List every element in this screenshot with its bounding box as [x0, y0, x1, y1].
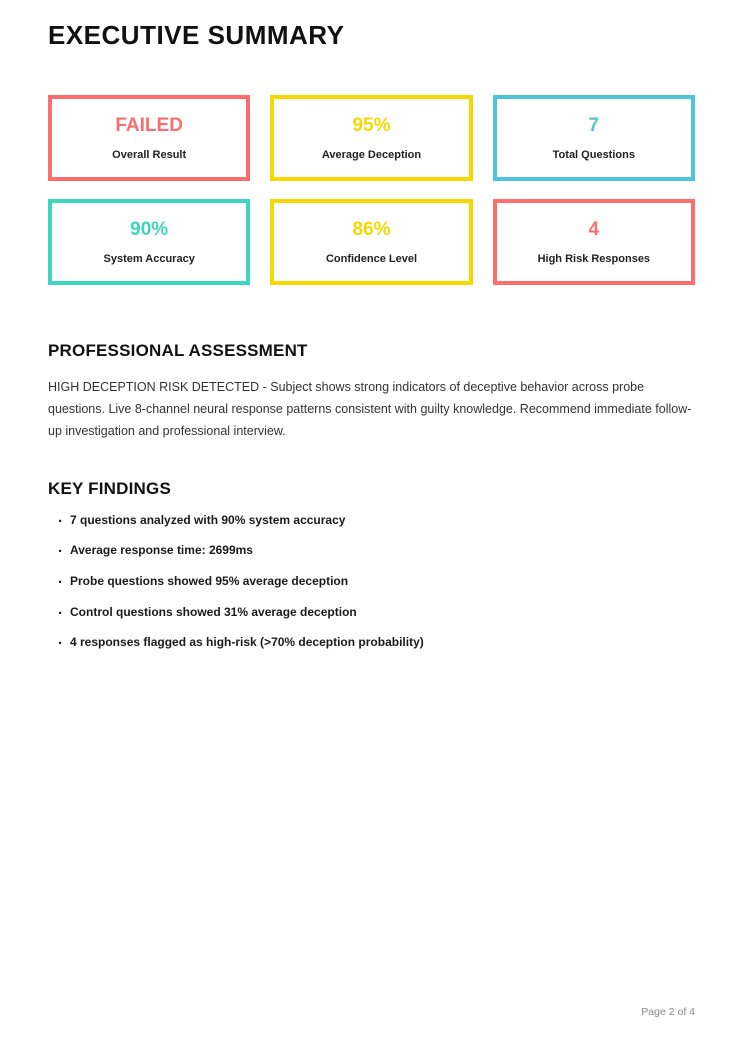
metric-label: Overall Result: [112, 148, 187, 161]
metric-label: System Accuracy: [103, 252, 195, 265]
metric-value: FAILED: [115, 114, 183, 136]
metric-label: Total Questions: [552, 148, 635, 161]
metric-card-total-questions: [493, 95, 695, 181]
list-item: · Average response time: 2699ms: [48, 543, 695, 559]
metric-card-high-risk-responses: [493, 199, 695, 285]
findings-list: [48, 513, 695, 651]
metric-card-system-accuracy: [48, 199, 250, 285]
metric-value: 90%: [130, 218, 169, 240]
page-footer: Page 2 of 4: [641, 1006, 695, 1018]
list-item: · 4 responses flagged as high-risk (>70% deception probability): [48, 635, 695, 651]
assessment-heading: PROFESSIONAL ASSESSMENT: [48, 341, 308, 361]
list-item: · Control questions showed 31% average deception: [48, 605, 695, 621]
list-item: · 7 questions analyzed with 90% system accuracy: [48, 513, 695, 529]
list-item: · Probe questions showed 95% average deception: [48, 574, 695, 590]
metric-card-overall-result: [48, 95, 250, 181]
metric-label: High Risk Responses: [537, 252, 651, 265]
professional-assessment-section: [48, 341, 695, 443]
metric-card-confidence-level: [270, 199, 472, 285]
metric-value: 4: [588, 218, 600, 240]
findings-heading: KEY FINDINGS: [48, 478, 171, 498]
metric-label: Average Deception: [321, 148, 422, 161]
metric-card-grid: [48, 95, 695, 285]
assessment-body: HIGH DECEPTION RISK DETECTED - Subject shows strong indicators of deceptive behavior across probe questions. Live 8-channel neural response patterns consistent with guilty knowledge. Recommend immediate follow-up investigation and professional interview.: [48, 380, 692, 438]
key-findings-section: [48, 479, 695, 651]
metric-label: Confidence Level: [325, 252, 418, 265]
metric-card-average-deception: [270, 95, 472, 181]
metric-value: 95%: [352, 114, 391, 136]
page-title: EXECUTIVE SUMMARY: [48, 20, 345, 50]
metric-value: 7: [588, 114, 600, 136]
metric-value: 86%: [352, 218, 391, 240]
